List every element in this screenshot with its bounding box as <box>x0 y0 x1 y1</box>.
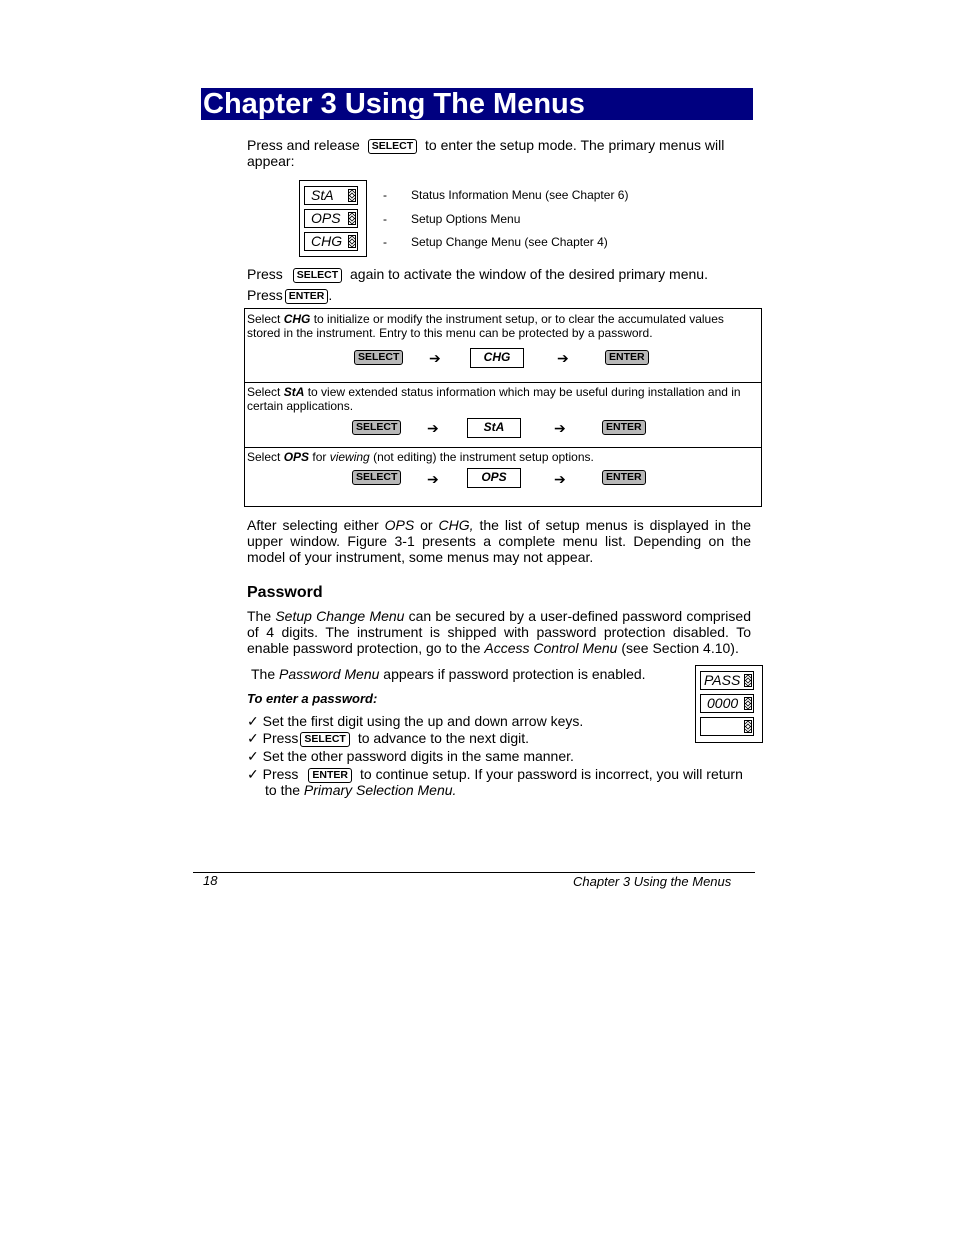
chapter-title: Chapter 3 Using The Menus <box>203 88 585 120</box>
legend-change-menu: Setup Change Menu (see Chapter 4) <box>411 235 608 249</box>
row-description: Select CHG to initialize or modify the instrument setup, or to clear the accumulated values stored in the instrument. Entry to this menu can be protected by a password. <box>247 312 724 340</box>
enter-key: ENTER <box>605 350 649 365</box>
legend-status-menu: Status Information Menu (see Chapter 6) <box>411 188 629 202</box>
press-enter-line <box>247 287 332 304</box>
lcd-window-digits <box>700 694 754 713</box>
press-select-line <box>247 266 708 283</box>
enter-key: ENTER <box>308 768 352 783</box>
row-description: Select StA to view extended status information which may be useful during installation and in certain applications. <box>247 385 741 413</box>
password-step-4-cont: to the Primary Selection Menu. <box>265 782 457 798</box>
press-text: Press <box>247 287 283 303</box>
legend-dash: - <box>383 188 387 202</box>
legend-options-menu: Setup Options Menu <box>411 212 521 226</box>
scroll-arrows-icon <box>348 235 356 248</box>
enter-password-subheading: To enter a password: <box>247 691 378 706</box>
table-row-sta <box>245 382 761 448</box>
select-key: SELECT <box>352 420 401 435</box>
right-arrow-icon: ➔ <box>557 350 569 366</box>
footer-chapter: Chapter 3 Using the Menus <box>573 874 732 889</box>
check-icon: ✓ <box>247 748 259 764</box>
lcd-window-pass <box>700 671 754 690</box>
right-arrow-icon: ➔ <box>554 420 566 436</box>
select-key: SELECT <box>368 139 417 154</box>
scroll-arrows-icon <box>744 674 752 687</box>
lcd-window-empty <box>700 717 754 736</box>
lcd-label: OPS <box>311 210 341 226</box>
intro-line <box>247 137 724 154</box>
select-key: SELECT <box>354 350 403 365</box>
password-step-1: ✓ Set the first digit using the up and down arrow keys. <box>247 713 584 729</box>
period: . <box>328 287 333 303</box>
right-arrow-icon: ➔ <box>427 420 439 436</box>
lcd-label: CHG <box>311 233 343 249</box>
password-paragraph: The Setup Change Menu can be secured by a user-defined password comprised of 4 digits. The instrument is shipped with password protection disabled. To enable password protection, go to the Access Control Menu (see Section 4.10). <box>247 608 751 656</box>
check-icon: ✓ <box>247 730 259 746</box>
lcd-label: StA <box>311 187 334 203</box>
right-arrow-icon: ➔ <box>429 350 441 366</box>
lcd-label: PASS <box>704 672 741 688</box>
password-heading: Password <box>247 584 323 601</box>
intro-text: Press and release <box>247 137 360 153</box>
page-number: 18 <box>203 873 218 888</box>
password-menu-note: The Password Menu appears if password protection is enabled. <box>251 666 646 682</box>
table-row-chg <box>245 309 761 383</box>
lcd-window-ops <box>304 209 358 228</box>
legend-dash: - <box>383 235 387 249</box>
scroll-arrows-icon <box>744 720 752 733</box>
scroll-arrows-icon <box>744 697 752 710</box>
footer-rule <box>193 872 755 873</box>
enter-key: ENTER <box>602 470 646 485</box>
sta-display-box: StA <box>467 418 521 438</box>
scroll-arrows-icon <box>348 212 356 225</box>
password-step-3: ✓ Set the other password digits in the same manner. <box>247 748 574 764</box>
primary-menu-display <box>299 180 367 257</box>
menu-selection-table <box>244 308 762 507</box>
select-key: SELECT <box>352 470 401 485</box>
password-step-4: ✓ Press ENTER to continue setup. If your password is incorrect, you will return <box>247 766 743 782</box>
lcd-label: 0000 <box>707 695 739 711</box>
select-key: SELECT <box>293 268 342 283</box>
after-selection-paragraph: After selecting either OPS or CHG, the list of setup menus is displayed in the upper window. Figure 3-1 presents a complete menu list. Depending on the model of your instrument, some menus may not appear. <box>247 517 751 565</box>
enter-key: ENTER <box>285 289 329 304</box>
press-select-text: again to activate the window of the desired primary menu. <box>350 266 708 282</box>
press-text: Press <box>247 266 283 282</box>
table-row-ops <box>245 447 761 506</box>
legend-dash: - <box>383 212 387 226</box>
intro-line-2: appear: <box>247 153 295 169</box>
row-description: Select OPS for viewing (not editing) the instrument setup options. <box>247 450 594 464</box>
right-arrow-icon: ➔ <box>427 471 439 487</box>
password-menu-display <box>695 665 763 743</box>
ops-display-box: OPS <box>467 468 521 488</box>
lcd-window-chg <box>304 232 358 251</box>
check-icon: ✓ <box>247 766 259 782</box>
lcd-window-sta <box>304 186 358 205</box>
chg-display-box: CHG <box>470 348 524 368</box>
select-key: SELECT <box>300 732 349 747</box>
password-step-2: ✓ Press SELECT to advance to the next digit. <box>247 730 530 746</box>
right-arrow-icon: ➔ <box>554 471 566 487</box>
enter-key: ENTER <box>602 420 646 435</box>
intro-text-2: to enter the setup mode. The primary menus will <box>425 137 725 153</box>
scroll-arrows-icon <box>348 189 356 202</box>
check-icon: ✓ <box>247 713 259 729</box>
